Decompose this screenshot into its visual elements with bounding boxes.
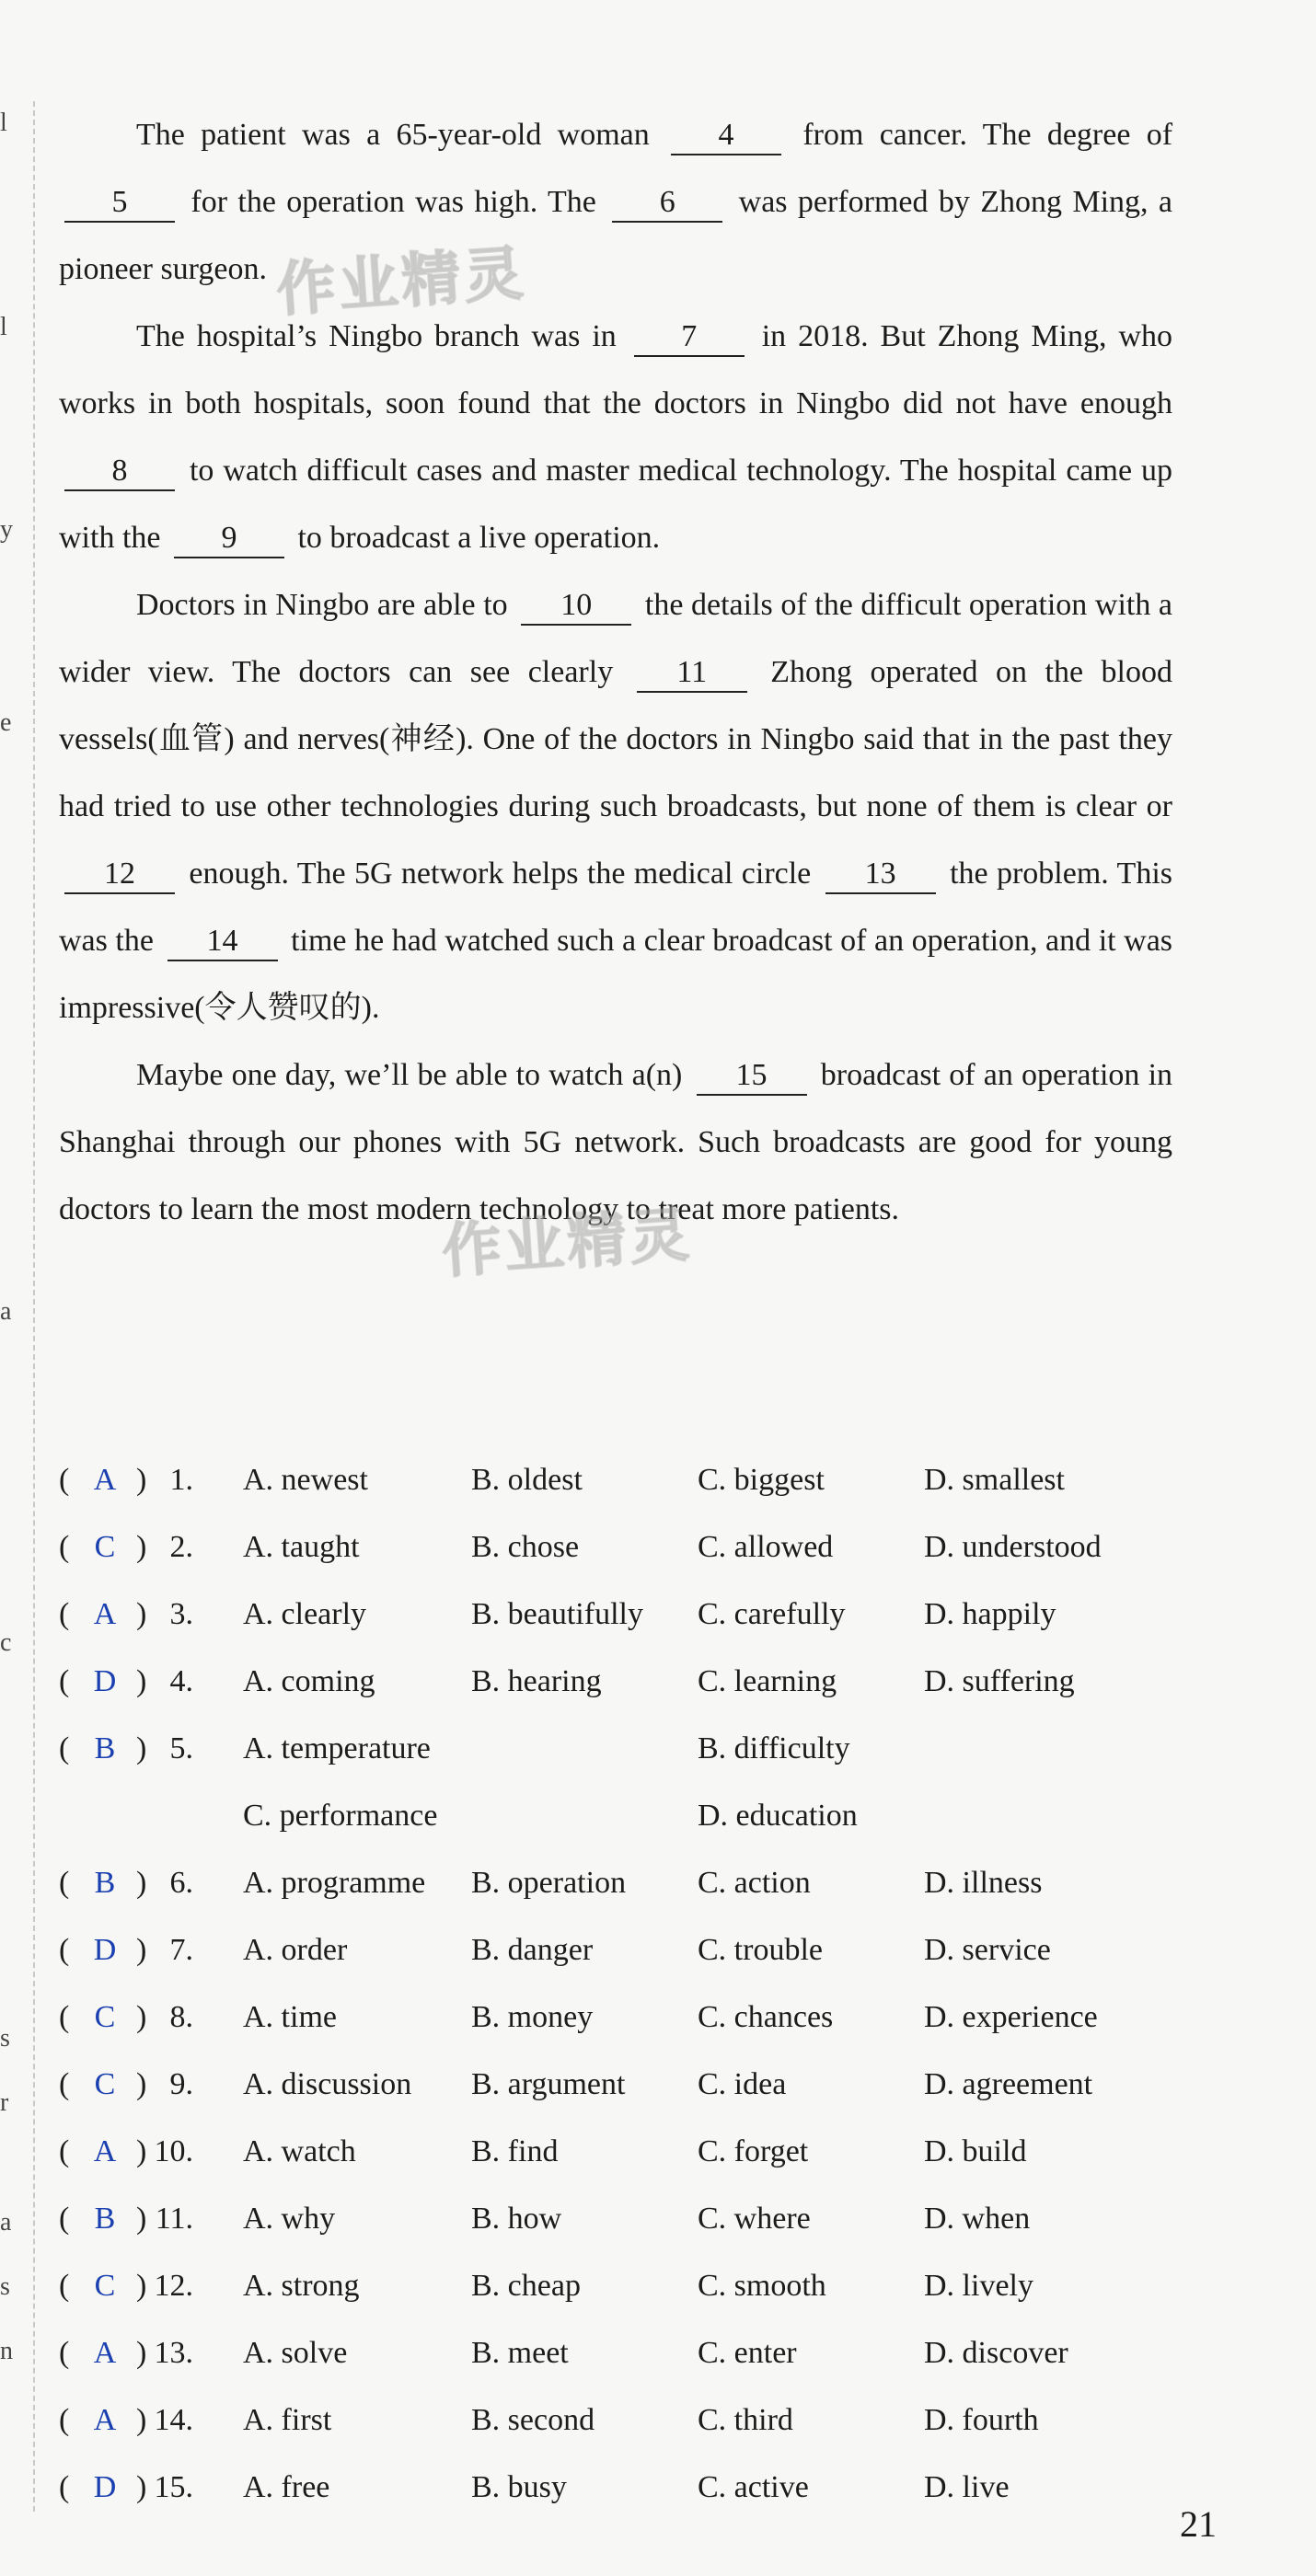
option-a: A. temperature: [243, 1731, 431, 1765]
close-paren: ): [136, 2134, 147, 2168]
question-row: [59, 1648, 1191, 1715]
option-d: D. build: [924, 2134, 1027, 2168]
blank-5: 5: [64, 184, 175, 223]
option-d: D. understood: [924, 1530, 1102, 1564]
open-paren: (: [59, 2403, 70, 2437]
cloze-passage: [59, 101, 1172, 1243]
blank-11: 11: [637, 654, 747, 693]
question-number: 9.: [169, 2067, 193, 2101]
open-paren: (: [59, 2269, 70, 2303]
question-row: [59, 1984, 1191, 2051]
margin-mark: n: [0, 2337, 13, 2365]
question-row: [59, 2319, 1191, 2386]
question-row: [59, 1849, 1191, 1916]
answer-letter: A: [93, 1597, 117, 1631]
open-paren: (: [59, 1933, 70, 1967]
margin-mark: l: [0, 109, 7, 137]
paragraph-1: The patient was a 65-year-old woman 4 from cancer. The degree of 5 for the operation was high. The 6 was performed by Zhong Ming, a pioneer surgeon.: [59, 118, 1173, 286]
question-number: 2.: [169, 1530, 193, 1564]
binding-margin-line: [33, 101, 35, 2512]
option-c: C. third: [698, 2403, 793, 2437]
option-c: C. carefully: [698, 1597, 846, 1631]
option-b: B. busy: [471, 2470, 567, 2504]
answer-letter: D: [93, 1933, 117, 1967]
option-a: A. free: [243, 2470, 330, 2504]
blank-9: 9: [174, 520, 284, 558]
answer-letter: C: [94, 2067, 116, 2101]
answer-letter: A: [93, 2336, 117, 2370]
answer-letter: A: [93, 1463, 117, 1497]
question-number: 3.: [169, 1597, 193, 1631]
option-c: C. learning: [698, 1664, 837, 1698]
option-c: C. active: [698, 2470, 809, 2504]
option-a: A. watch: [243, 2134, 356, 2168]
option-b: B. operation: [471, 1866, 627, 1900]
close-paren: ): [136, 1463, 147, 1497]
multiple-choice-list: [59, 1446, 1191, 2521]
close-paren: ): [136, 1731, 147, 1765]
option-a: A. first: [243, 2403, 332, 2437]
open-paren: (: [59, 2336, 70, 2370]
paragraph-2: The hospital’s Ningbo branch was in 7 in 2018. But Zhong Ming, who works in both hospitals, soon found that the doctors in Ningbo did not have enough 8 to watch difficult cases and master medical technology. The hospital came up with the 9 to broadcast a live operation.: [59, 303, 1172, 571]
margin-mark: c: [0, 1628, 12, 1657]
open-paren: (: [59, 1597, 70, 1631]
answer-letter: B: [94, 1866, 116, 1900]
option-a: A. clearly: [243, 1597, 367, 1631]
question-number: 6.: [169, 1866, 193, 1900]
close-paren: ): [136, 1866, 147, 1900]
question-number: 10.: [154, 2134, 193, 2168]
answer-letter: D: [93, 1664, 117, 1698]
open-paren: (: [59, 1463, 70, 1497]
question-row: [59, 2252, 1191, 2319]
option-a: A. why: [243, 2202, 336, 2236]
open-paren: (: [59, 1866, 70, 1900]
answer-letter: C: [94, 2269, 116, 2303]
question-number: 1.: [169, 1463, 193, 1497]
blank-8: 8: [64, 453, 175, 491]
question-number: 11.: [155, 2202, 193, 2236]
open-paren: (: [59, 2067, 70, 2101]
close-paren: ): [136, 1597, 147, 1631]
option-b: B. cheap: [471, 2269, 581, 2303]
open-paren: (: [59, 1664, 70, 1698]
blank-6: 6: [612, 184, 722, 223]
open-paren: (: [59, 2000, 70, 2034]
question-row: [59, 2386, 1191, 2454]
margin-mark: l: [0, 313, 7, 341]
option-d: D. smallest: [924, 1463, 1065, 1497]
option-b: B. money: [471, 2000, 594, 2034]
paragraph-4: Maybe one day, we’ll be able to watch a(n) 15 broadcast of an operation in Shanghai through our phones with 5G network. Such broadcasts are good for young doctors to learn the most modern technology to treat more patients.: [59, 1058, 1173, 1226]
option-d: D. service: [924, 1933, 1051, 1967]
option-a: C. performance: [243, 1799, 438, 1833]
option-d: D. lively: [924, 2269, 1033, 2303]
option-b: B. argument: [471, 2067, 626, 2101]
answer-letter: C: [94, 1530, 116, 1564]
question-row: [59, 1446, 1191, 1513]
question-row: [59, 2454, 1191, 2521]
margin-mark: s: [0, 2272, 10, 2301]
option-a: A. newest: [243, 1463, 368, 1497]
option-a: A. strong: [243, 2269, 360, 2303]
option-d: D. suffering: [924, 1664, 1075, 1698]
close-paren: ): [136, 1933, 147, 1967]
margin-mark: y: [0, 515, 13, 544]
paragraph-3: Doctors in Ningbo are able to 10 the details of the difficult operation with a wider view. The doctors can see clearly 11 Zhong operated on the blood vessels(血管) and nerves(神经). One of the doctors in Ningbo said that in the past they had tried to use other technologies during such broadcasts, but none of them is clear or 12 enough. The 5G network helps the medical circle 13 the problem. This was the 14 time he had watched such a clear broadcast of an operation, and it was impressive(令人赞叹的).: [59, 588, 1173, 1025]
option-b: B. second: [471, 2403, 595, 2437]
close-paren: ): [136, 2202, 147, 2236]
close-paren: ): [136, 2403, 147, 2437]
question-number: 12.: [154, 2269, 193, 2303]
answer-letter: A: [93, 2403, 117, 2437]
close-paren: ): [136, 2470, 147, 2504]
option-c: C. where: [698, 2202, 811, 2236]
option-a: A. time: [243, 2000, 337, 2034]
option-c: C. idea: [698, 2067, 787, 2101]
option-b: B. oldest: [471, 1463, 583, 1497]
option-c: C. biggest: [698, 1463, 825, 1497]
blank-13: 13: [825, 856, 936, 894]
question-row: [59, 1513, 1191, 1581]
close-paren: ): [136, 2269, 147, 2303]
open-paren: (: [59, 2134, 70, 2168]
answer-letter: C: [94, 2000, 116, 2034]
option-d: D. illness: [924, 1866, 1043, 1900]
close-paren: ): [136, 2000, 147, 2034]
option-b: B. meet: [471, 2336, 569, 2370]
question-row: [59, 2118, 1191, 2185]
option-b: B. beautifully: [471, 1597, 643, 1631]
question-number: 15.: [154, 2470, 193, 2504]
watermark-logo: 作业精灵: [274, 239, 529, 326]
question-number: 14.: [154, 2403, 193, 2437]
question-number: 4.: [169, 1664, 193, 1698]
option-c: C. smooth: [698, 2269, 826, 2303]
option-b: B. chose: [471, 1530, 580, 1564]
option-d: D. when: [924, 2202, 1031, 2236]
question-row: [59, 1782, 1191, 1849]
option-d: D. live: [924, 2470, 1010, 2504]
question-row: [59, 2051, 1191, 2118]
option-c: C. action: [698, 1866, 811, 1900]
open-paren: (: [59, 1530, 70, 1564]
option-d: D. fourth: [924, 2403, 1039, 2437]
option-b: B. danger: [471, 1933, 594, 1967]
answer-letter: B: [94, 2202, 116, 2236]
option-a: A. order: [243, 1933, 348, 1967]
question-number: 5.: [169, 1731, 193, 1765]
answer-letter: A: [93, 2134, 117, 2168]
option-b: B. how: [471, 2202, 562, 2236]
option-a: A. discussion: [243, 2067, 412, 2101]
question-row: [59, 2185, 1191, 2252]
option-d: D. happily: [924, 1597, 1056, 1631]
blank-10: 10: [521, 587, 631, 626]
close-paren: ): [136, 2067, 147, 2101]
blank-12: 12: [64, 856, 175, 894]
blank-15: 15: [697, 1057, 807, 1096]
option-c: C. enter: [698, 2336, 797, 2370]
margin-mark: a: [0, 1297, 12, 1326]
option-a: A. solve: [243, 2336, 348, 2370]
close-paren: ): [136, 2336, 147, 2370]
option-d: D. agreement: [924, 2067, 1093, 2101]
blank-7: 7: [634, 318, 745, 357]
option-b: B. hearing: [471, 1664, 602, 1698]
option-c: C. chances: [698, 2000, 834, 2034]
option-c: C. trouble: [698, 1933, 823, 1967]
close-paren: ): [136, 1664, 147, 1698]
question-row: [59, 1916, 1191, 1984]
option-c: B. difficulty: [698, 1731, 850, 1765]
answer-letter: B: [94, 1731, 116, 1765]
open-paren: (: [59, 2470, 70, 2504]
margin-mark: e: [0, 708, 12, 737]
margin-mark: a: [0, 2208, 12, 2237]
option-c: D. education: [698, 1799, 858, 1833]
margin-mark: s: [0, 2024, 10, 2053]
option-b: B. find: [471, 2134, 559, 2168]
question-row: [59, 1715, 1191, 1782]
margin-mark: r: [0, 2088, 9, 2117]
blank-4: 4: [671, 117, 781, 155]
page-number: 21: [1180, 2503, 1217, 2545]
option-a: A. taught: [243, 1530, 360, 1564]
answer-letter: D: [93, 2470, 117, 2504]
option-a: A. programme: [243, 1866, 426, 1900]
question-number: 8.: [169, 2000, 193, 2034]
close-paren: ): [136, 1530, 147, 1564]
option-d: D. experience: [924, 2000, 1098, 2034]
option-c: C. allowed: [698, 1530, 834, 1564]
blank-14: 14: [167, 923, 278, 961]
open-paren: (: [59, 1731, 70, 1765]
option-d: D. discover: [924, 2336, 1068, 2370]
open-paren: (: [59, 2202, 70, 2236]
option-c: C. forget: [698, 2134, 809, 2168]
question-number: 13.: [154, 2336, 193, 2370]
option-a: A. coming: [243, 1664, 375, 1698]
question-row: [59, 1581, 1191, 1648]
question-number: 7.: [169, 1933, 193, 1967]
watermark-logo: 作业精灵: [440, 1201, 695, 1287]
